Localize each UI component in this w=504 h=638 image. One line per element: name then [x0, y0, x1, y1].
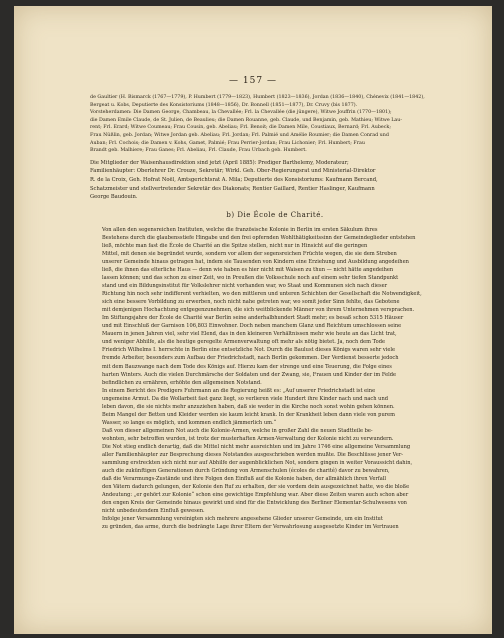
text-line: unserer Gemeinde hinaus getragen hat, indem sie Tausenden von Kindern eine Erziehung und Ausbildung angedeihen — [102, 258, 409, 265]
text-line: ließ, die ihnen das elterliche Haus — denn wie haben es hier nicht mit Waisen zu thun — nicht hätte angedeihen — [102, 266, 394, 273]
text-line: rent; Frl. Erard; Witwe Coumeau; Frau Cousin, geb. Abeliau; Frl. Benoit; die Damen Mile, Coustiaux, Bernard; Frl. Aubeck; — [90, 125, 391, 131]
page-number: — 157 — — [229, 76, 277, 86]
text-line: Bergeat u. Kobs, Deputierte des Konsistoriums (1848—1856), Dr. Bonnell (1851—1877), Dr. Cruvy (bis 1877). — [90, 102, 358, 108]
text-line: sammlung erstreckten sich nicht nur auf Abhilfe der augenblicklichen Not, sondern gingen in weiter Voraussicht dahin, — [102, 460, 413, 467]
text-line: George Baudouin. — [90, 194, 138, 201]
text-line: lassen können; und das schon zu einer Zeit, wo in Preußen die Volksschule noch auf einem sehr tiefen Standpunkt — [102, 275, 399, 281]
text-line: Andeutung: „er gehört zur Kolonie“ schon eine gewichtige Empfehlung war. Aber diese Zeiten waren auch schon aber — [102, 492, 409, 499]
text-line: den Vätern dadurch gelungen, der Kolonie den Ruf zu erhalten, der sie vordem dein ausgezeichnet hatte, wo die bloße — [102, 484, 410, 491]
text-line: R. de la Croix, Geh. Hofrat Noël, Amtsgerichtsrat A. Mila; Deputierte des Konsistoriums: Kaufmann Bercand, — [90, 176, 378, 183]
text-line: ungemeine Armut. Da die Wollarbeit fast ganz liegt, so verlieren viele Hundert ihre Kinder nach und nach und — [102, 395, 388, 402]
text-line: Frau Nüßlin, geb. Jordan; Witwe Jordan geb. Abeliau; Frl. Jordan; Frl. Palmié und Amélie Roumier; die Damen Conrad und — [90, 132, 389, 138]
text-line: mit demjenigen Hochachtung entgegenzunehmen, die sich weitblickende Männer von ihrem Unternehmen versprachen. — [102, 307, 415, 314]
text-line: In einem Bericht des Predigers Fuhrmann an die Regierung heißt es: „Auf unserer Friedrichstadt ist eine — [102, 387, 376, 394]
text-line: Friedrich Wilhelms I. herrschte in Berlin eine entsetzliche Not. Durch die Baulust dieses Königs waren sehr viele — [102, 347, 396, 354]
text-line: stand und ein Bildungsinstitut für Volkslehrer nicht vorhanden war, wo Staat und Kommunen sich nach dieser — [102, 283, 388, 290]
text-line: auch die zukünftigen Generationen durch Gründung von Armenschulen (écoles de charité) davor zu bewahren, — [102, 468, 390, 475]
text-line: harten Winters. Auch die vielen Durchmärsche der Soldaten und der Zwang, sie, Frauen und Kinder der im Felde — [102, 371, 397, 378]
text-line: leben davon, die sie nichts mehr anzuziehen haben, daß sie weder in die Kirche noch sonst wohin gehen können. — [102, 403, 395, 410]
text-line: die Damen Emile Claude, de St. Julien, de Beaulieu; die Damen Rouanne, geb. Claude, und Benjamin, geb. Mathieu; Witwe Lau- — [90, 117, 402, 123]
text-line: mit dem Bauzwange nach dem Tode des Königs auf. Hierzu kam der strenge und eine Teuerung, die Folge eines — [102, 363, 392, 370]
text-line: sich eine bessere Vorbildung zu erwerben, noch nicht nahe getreten war, wo somit jeder Sinn fehlte, das Gebotene — [102, 299, 400, 306]
text-line: Wasser, so lange es möglich, und kommen endlich jämmerlich um.“ — [102, 419, 277, 426]
text-line: Richtung hin noch sehr indifferent verhielten, wo den mittleren und unteren Schichten der Gesellschaft die Notwendigkeit, — [102, 291, 422, 298]
text-line: nicht unbedeutendem Einfluß gewesen. — [102, 508, 205, 515]
text-line: den engen Kreis der Gemeinde hinaus gewirkt und sind für die Entwicklung des Berliner Elementar-Schulwesens von — [102, 500, 407, 507]
text-line: Infolge jener Versammlung vereinigten sich mehrere angesehene Glieder unserer Gemeinde, um ein Institut — [102, 516, 383, 523]
text-line: Bestehens durch die glaubensstiefe Hingabe und den frei opfernden Wohlthätigkeitssinn der Gemeindeglieder entstehen — [102, 234, 416, 241]
text-line: Mittel, mit denen sie begründet wurde, sondern vor allem der segensreichen Früchte wegen, die sie dem Streben — [102, 250, 397, 257]
text-line: Familienhäupter: Oberlehrer Dr. Crouze, Sekretär; Wirkl. Geh. Ober-Regierungsrat und Ministerial-Direktor — [90, 168, 376, 175]
text-line: Schatzmeister und stellvertretender Sekretär des Diakonats; Rentier Gaillard, Rentier Haslinger, Kaufmann — [90, 185, 375, 192]
section-heading: b) Die École de Charité. — [226, 210, 324, 219]
text-line: und weniger Abhilfe, als die heutige geregelte Armenverwaltung oft mehr als nötig bietet. Ja, noch dem Tode — [102, 339, 385, 346]
text-line: Die Mitglieder der Waisenhausdirektion sind jetzt (April 1885): Prediger Barthelemy, Moderateur; — [90, 159, 349, 166]
text-line: Brandt geb. Malhiere; Frau Ganes; Frl. Abeliau, Frl. Claude, Frau Urbach geb. Humbert. — [90, 148, 307, 154]
text-line: Mauern in jenen Jahren viel, sehr viel Elend, das in den kleineren Verhältnissen mehr wie heute an das Licht trat, — [102, 331, 397, 338]
text-line: Beim Mangel der Betten und Kleider werden sie kaum leicht krank. In der Krankheit leben dann viele von purem — [102, 411, 396, 418]
text-line: Von allen den segensreichen Instituten, welche die französische Kolonie in Berlin im ersten Säkulum ihres — [102, 226, 378, 233]
text-line: Im Stiftungsjahre der École de Charité war Berlin seine anderhalbhundert Stadt mehr; es besaß schon 5315 Häuser — [102, 315, 404, 322]
text-line: zu gründen, das arme, durch die bedrängte Lage ihrer Eltern der Verwahrlosung ausgesetzte Kinder im Vertrauen — [102, 524, 399, 531]
text-line: Auban; Frl. Cochois; die Damen v. Kohs, Gamet, Palmié; Frau Perrier-Jordan; Frau Lichonier; Frl. Humbert; Frau — [90, 140, 365, 146]
text-line: Vorsteherdamen: Die Damen George, Chambeau, la Chevallée; Frl. la Chevallée (die jüngere), Witwe Jouffrin (1770—1801); — [90, 110, 392, 116]
text-line: befindlichen zu ernähren, erhöhte den allgemeinen Notstand. — [102, 379, 262, 386]
text-line: Die Not stieg endlich derartig, daß die Mittel nicht mehr ausreichten und im Jahre 1746 eine allgemeine Versammlung — [102, 443, 411, 450]
current-members-paragraph — [90, 159, 460, 202]
page-content — [90, 94, 460, 532]
text-line: Daß von dieser allgemeinen Not auch die Kolonie-Armen, welche in großer Zahl die neuen Stadtteile be- — [102, 427, 373, 434]
text-line: de Gaultier (H. Bismarck (1767—1779), P. Humbert (1779—1823), Humbert (1823—1836), Jordan (1836—1840), Chénevix (1841—1842), — [90, 95, 425, 100]
body-text — [90, 226, 460, 532]
document-page — [14, 6, 492, 634]
text-line: fremde Arbeiter, besonders zum Aufbau der Friedrichstadt, nach Berlin gekommen. Der Verdienst besserte jedoch — [102, 355, 399, 362]
text-line: wohnten, sehr betroffen wurden, ist trotz der musterhaften Armen-Verwaltung der Kolonie nicht zu verwundern. — [102, 435, 394, 442]
text-line: aller Familienhäupter zur Besprechung dieses Notstandes ausgeschrieben werden mußte. Die Beschlüsse jener Ver- — [102, 452, 404, 459]
text-line: ließ, möchte man fast die École de Charité an die Spitze stellen, nicht nur in Hinsicht auf die geringen — [102, 242, 368, 249]
text-line: daß die Verarmungs-Zustände und ihre Folgen den Einfluß auf die Kolonie haben, der allmählich ihren Verfall — [102, 476, 387, 483]
text-line: und mit Einschluß der Garnison 106,803 Einwohner. Doch neben manchem Glanz und Reichtum umschlossen seine — [102, 323, 402, 330]
former-directors-list — [90, 94, 460, 155]
